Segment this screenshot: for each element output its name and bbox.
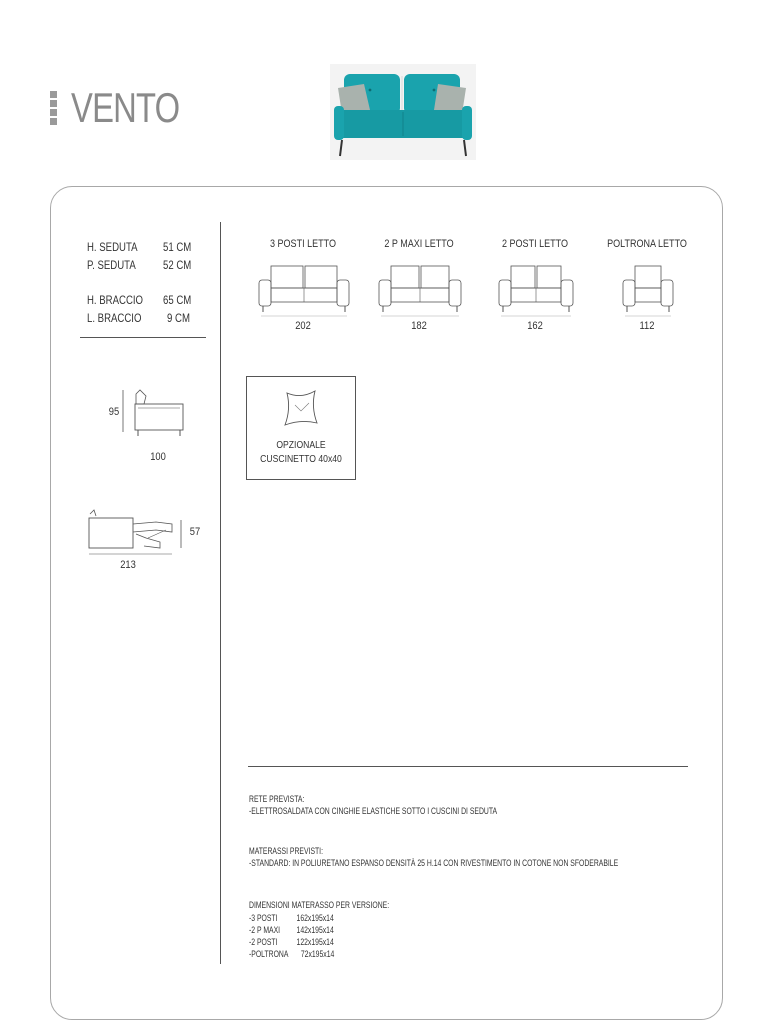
mattress-size: 72x195x14: [300, 949, 335, 960]
sofa-3-seat-drawing: [253, 250, 353, 318]
mattress-version: -2 P MAXI: [249, 925, 281, 936]
rete-text: -ELETTROSALDATA CON CINGHIE ELASTICHE SOTTO I CUSCINI DI SEDUTA: [249, 806, 498, 817]
product-title: VENTO: [71, 84, 180, 131]
variant-label: POLTRONA LETTO: [607, 238, 687, 250]
open-view-drawing: [86, 508, 198, 558]
variant-3-posti: [248, 238, 358, 332]
cushion-drawing: [281, 387, 321, 429]
mattress-row: [249, 913, 334, 924]
mattress-size: 122x195x14: [296, 937, 334, 948]
variant-poltrona: [592, 238, 702, 332]
variant-width: 202: [295, 320, 311, 332]
side-height-label: 95: [108, 406, 120, 418]
armchair-drawing: [597, 250, 697, 318]
spec-label: P. SEDUTA: [87, 258, 136, 272]
side-view-drawing: [118, 386, 190, 438]
variant-2-posti: [480, 238, 590, 332]
open-height-label: 57: [189, 526, 201, 538]
sofa-2-maxi-drawing: [369, 250, 469, 318]
spec-label: L. BRACCIO: [87, 311, 142, 325]
variant-width: 182: [411, 320, 427, 332]
variant-label: 3 POSTI LETTO: [269, 238, 337, 250]
open-length-label: 213: [120, 559, 136, 571]
spec-label: H. BRACCIO: [87, 293, 144, 307]
spec-value: 9 CM: [167, 311, 190, 325]
materassi-title: MATERASSI PREVISTI:: [249, 846, 323, 857]
variant-width: 162: [527, 320, 543, 332]
sofa-2-seat-drawing: [485, 250, 585, 318]
variant-label: 2 P MAXI LETTO: [384, 238, 454, 250]
title-bar-decoration: [50, 91, 57, 125]
mattress-row: [249, 937, 334, 948]
spec-divider: [80, 337, 206, 338]
mattress-version: -3 POSTI: [249, 913, 278, 924]
mattress-size: 142x195x14: [296, 925, 334, 936]
spec-label: H. SEDUTA: [87, 240, 138, 254]
spec-value: 65 CM: [163, 293, 192, 307]
spec-value: 52 CM: [163, 258, 192, 272]
notes-divider: [248, 766, 688, 767]
mattress-row: [249, 925, 334, 936]
rete-title: RETE PREVISTA:: [249, 794, 305, 805]
sofa-photo: [330, 64, 476, 160]
spec-value: 51 CM: [163, 240, 192, 254]
side-depth-label: 100: [150, 451, 166, 463]
variant-width: 112: [639, 320, 655, 332]
materassi-text: -STANDARD: IN POLIURETANO ESPANSO DENSITÀ 25 H.14 CON RIVESTIMENTO IN COTONE NON SFODERABILE: [249, 858, 619, 869]
mattress-version: -POLTRONA: [249, 949, 289, 960]
column-divider: [220, 222, 221, 964]
title-block: [50, 84, 210, 132]
optional-subtitle: CUSCINETTO 40x40: [260, 453, 342, 465]
mattress-row: [249, 949, 335, 960]
mattress-size: 162x195x14: [296, 913, 334, 924]
mattress-version: -2 POSTI: [249, 937, 278, 948]
variant-2-p-maxi: [364, 238, 474, 332]
variant-label: 2 POSTI LETTO: [501, 238, 569, 250]
optional-title: OPZIONALE: [276, 439, 326, 451]
optional-cushion-box: [246, 376, 356, 480]
dimensioni-title: DIMENSIONI MATERASSO PER VERSIONE:: [249, 900, 390, 911]
